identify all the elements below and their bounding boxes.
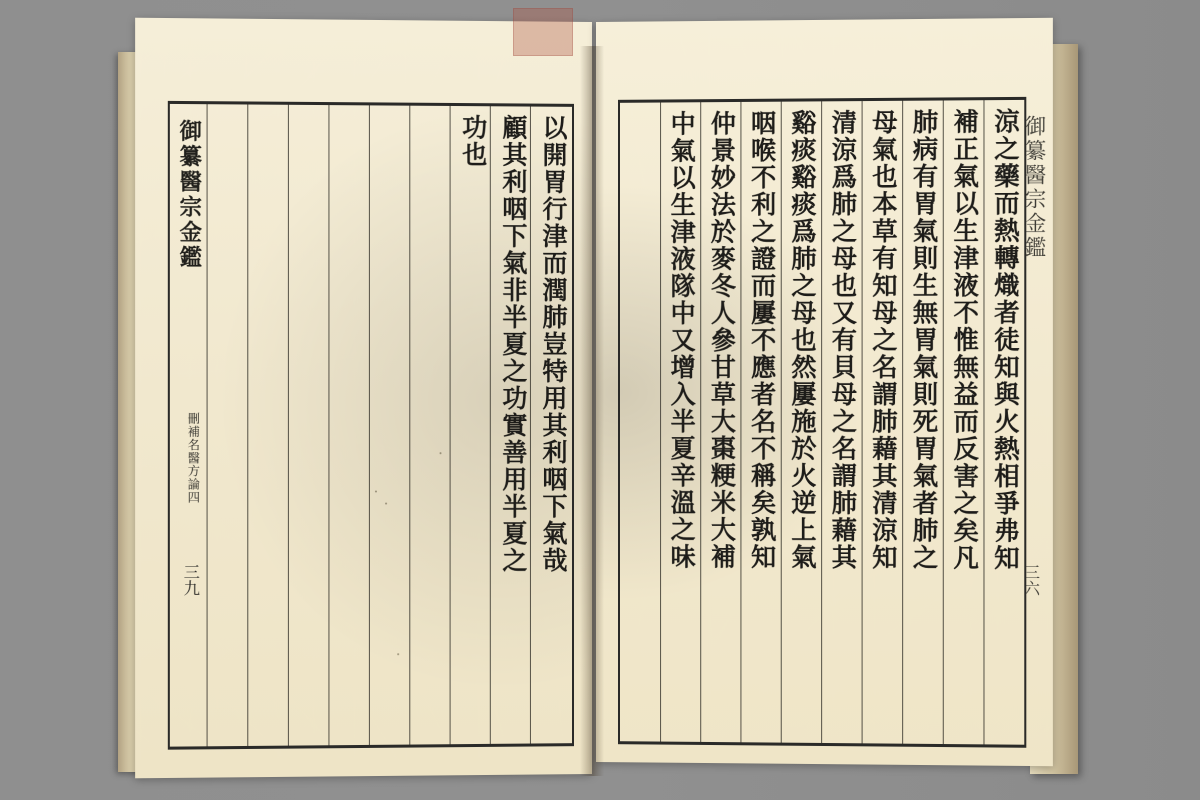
right-page-column-1: 涼之藥而熱轉熾者徒知與火熱相爭弗知 [990, 108, 1021, 572]
right-page-edge-title: 御纂醫宗金鑑 [1022, 114, 1047, 261]
left-page-spine-note: 刪補名醫方論四 [186, 412, 201, 505]
left-page [135, 18, 592, 779]
left-page-spine-title: 御纂醫宗金鑑 [175, 119, 203, 271]
right-page-column-5: 清涼爲肺之母也又有貝母之名謂肺藉其 [828, 109, 858, 572]
right-page-column-2: 補正氣以生津液不惟無益而反害之矣凡 [949, 108, 980, 572]
right-page [596, 18, 1053, 766]
left-page-number: 三九 [181, 563, 201, 597]
right-page-column-8: 仲景妙法於麥冬人參甘草大棗粳米大補 [707, 110, 737, 571]
left-page-text-frame [168, 101, 574, 750]
left-page-column-1: 以開胃行津而潤肺豈特用其利咽下氣哉 [538, 114, 569, 575]
right-page-column-7: 咽喉不利之證而屢不應者名不稱矣孰知 [747, 109, 777, 571]
right-page-column-3: 肺病有胃氣則生無胃氣則死胃氣者肺之 [909, 108, 939, 572]
left-page-column-3: 功也 [458, 114, 488, 169]
right-page-column-4: 母氣也本草有知母之名謂肺藉其清涼知 [868, 108, 899, 572]
right-page-text-frame [618, 97, 1026, 748]
right-page-column-6: 谿痰谿痰爲肺之母也然屢施於火逆上氣 [787, 109, 818, 571]
collection-seal-stamp [513, 8, 573, 56]
right-page-column-9: 中氣以生津液隊中又增入半夏辛溫之味 [667, 110, 697, 571]
right-page-number: 三六 [1021, 563, 1041, 597]
open-book [118, 22, 1078, 782]
left-page-column-2: 顧其利咽下氣非半夏之功實善用半夏之 [498, 114, 528, 575]
